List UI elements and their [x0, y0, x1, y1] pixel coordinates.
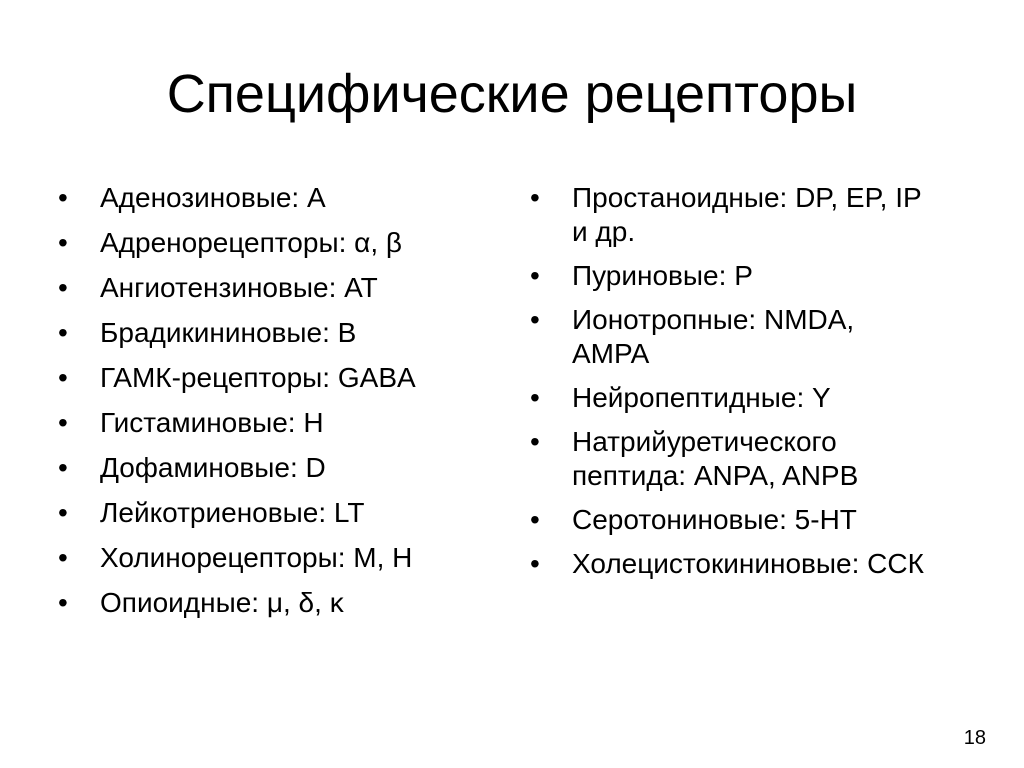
bullet-icon: •	[58, 587, 68, 618]
list-item-text: Нейропептидные: Y	[572, 382, 831, 413]
bullet-icon: •	[58, 452, 68, 483]
list-item	[58, 361, 508, 395]
bullet-icon: •	[530, 382, 540, 413]
list-item	[58, 181, 508, 215]
bullet-icon: •	[58, 362, 68, 393]
bullet-icon: •	[58, 497, 68, 528]
list-item	[530, 381, 930, 415]
list-item-text: Натрийуретического пептида: ANPA, ANPB	[572, 426, 859, 491]
bullet-icon: •	[58, 407, 68, 438]
list-item-text: Простаноидные: DP, EP, IP и др.	[572, 182, 922, 247]
list-item-text: Ангиотензиновые: АТ	[100, 272, 378, 303]
list-item-text: Лейкотриеновые: LT	[100, 497, 365, 528]
bullet-icon: •	[58, 317, 68, 348]
list-item-text: Дофаминовые: D	[100, 452, 326, 483]
list-item-text: Ионотропные: NMDA, AMPA	[572, 304, 855, 369]
list-item-text: Опиоидные: μ, δ, κ	[100, 587, 344, 618]
list-item	[530, 547, 930, 581]
list-item	[58, 271, 508, 305]
left-bullet-list	[58, 181, 508, 631]
list-item-text: Брадикининовые: В	[100, 317, 357, 348]
bullet-icon: •	[530, 260, 540, 291]
right-bullet-list	[530, 181, 930, 591]
list-item	[530, 303, 930, 371]
list-item-text: Аденозиновые: А	[100, 182, 326, 213]
bullet-icon: •	[58, 542, 68, 573]
bullet-icon: •	[530, 504, 540, 535]
list-item	[58, 316, 508, 350]
bullet-icon: •	[58, 272, 68, 303]
bullet-icon: •	[530, 426, 540, 457]
list-item-text: Холецистокининовые: ССК	[572, 548, 924, 579]
list-item	[58, 451, 508, 485]
list-item	[58, 406, 508, 440]
list-item	[58, 226, 508, 260]
list-item	[530, 503, 930, 537]
bullet-icon: •	[58, 227, 68, 258]
page-number: 18	[963, 727, 986, 749]
bullet-icon: •	[530, 548, 540, 579]
list-item-text: Холинорецепторы: М, Н	[100, 542, 413, 573]
list-item	[58, 541, 508, 575]
slide-title: Специфические рецепторы	[166, 64, 858, 124]
list-item	[530, 259, 930, 293]
bullet-icon: •	[530, 304, 540, 335]
list-item-text: Пуриновые: Р	[572, 260, 753, 291]
list-item	[530, 425, 930, 493]
bullet-icon: •	[58, 182, 68, 213]
bullet-icon: •	[530, 182, 540, 213]
list-item	[58, 496, 508, 530]
list-item-text: Адренорецепторы: α, β	[100, 227, 402, 258]
list-item-text: Серотониновые: 5-НТ	[572, 504, 857, 535]
list-item-text: ГАМК-рецепторы: GABA	[100, 362, 416, 393]
list-item	[58, 586, 508, 620]
list-item-text: Гистаминовые: Н	[100, 407, 324, 438]
list-item	[530, 181, 930, 249]
